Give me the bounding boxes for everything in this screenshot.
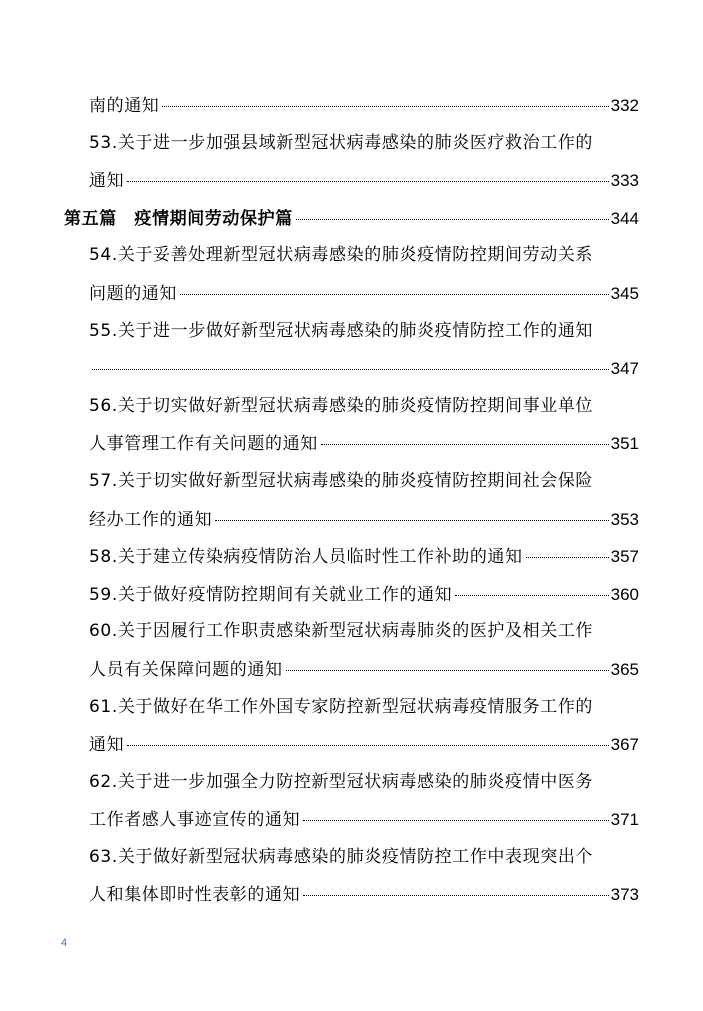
toc-entry-page-line: [89, 538, 639, 576]
toc-entry-page-line: [89, 576, 639, 614]
toc-entry-page-line: [89, 726, 639, 764]
toc-entry[interactable]: [0, 576, 703, 614]
section-title: 第五篇 疫情期间劳动保护篇: [64, 208, 293, 229]
toc-entry-page-line: [89, 87, 639, 125]
footer-page-number: 4: [61, 937, 68, 949]
toc-entry[interactable]: [0, 613, 703, 688]
toc-entry-page-line: [64, 200, 639, 238]
toc-entry-page-line: [89, 275, 639, 313]
page-number: 345: [610, 283, 639, 303]
page-number: 367: [610, 735, 639, 755]
toc-entry[interactable]: [0, 463, 703, 538]
toc-entry-page-line: [89, 876, 639, 914]
toc-entry-title-line: 62.关于进一步加强全力防控新型冠状病毒感染的肺炎疫情中医务: [89, 771, 594, 792]
toc-entry-title-end: 问题的通知: [89, 283, 177, 304]
dot-leader: [526, 557, 609, 558]
toc-entry[interactable]: [0, 87, 703, 125]
toc-entry[interactable]: [0, 764, 703, 839]
toc-entry[interactable]: [0, 313, 703, 388]
toc-entry-page-line: [89, 350, 639, 388]
toc-entry[interactable]: [0, 689, 703, 764]
toc-entry-title-end: 人员有关保障问题的通知: [89, 659, 283, 680]
page-number: 347: [610, 359, 639, 379]
toc-entry-title-end: 经办工作的通知: [89, 509, 213, 530]
toc-entry[interactable]: [0, 538, 703, 576]
toc-entry-title-end: 人和集体即时性表彰的通知: [89, 885, 301, 906]
toc-entry-page-line: [89, 162, 639, 200]
toc-entry-title-line: 57.关于切实做好新型冠状病毒感染的肺炎疫情防控期间社会保险: [89, 470, 594, 491]
toc-section[interactable]: [0, 200, 703, 238]
dot-leader: [215, 520, 608, 521]
page-number: 332: [610, 96, 639, 115]
toc-entry-title-end: 南的通知: [89, 96, 160, 116]
dot-leader: [162, 106, 608, 107]
page-number: 373: [610, 885, 639, 905]
toc-entry[interactable]: [0, 388, 703, 463]
page-number: 365: [610, 659, 639, 679]
toc-entry-title-line: 55.关于进一步做好新型冠状病毒感染的肺炎疫情防控工作的通知: [89, 320, 594, 341]
dot-leader: [286, 670, 609, 671]
page-number: 344: [610, 208, 639, 228]
toc-entry-page-line: [89, 651, 639, 689]
page-number: 357: [610, 547, 639, 567]
page-number: 333: [610, 171, 639, 191]
dot-leader: [455, 595, 608, 596]
page-number: 351: [610, 434, 639, 454]
dot-leader: [127, 181, 608, 182]
toc-entry-title-line: 63.关于做好新型冠状病毒感染的肺炎疫情防控工作中表现突出个: [89, 846, 594, 867]
dot-leader: [296, 219, 609, 220]
toc-entry-title-end: 通知: [89, 171, 125, 192]
dot-leader: [303, 895, 608, 896]
toc-entry-title-end: 人事管理工作有关问题的通知: [89, 434, 318, 455]
toc-entry-title-end: 通知: [89, 735, 125, 756]
toc-entry[interactable]: [0, 839, 703, 914]
dot-leader: [127, 745, 608, 746]
toc-entry[interactable]: [0, 237, 703, 312]
toc-entry-page-line: [89, 801, 639, 839]
dot-leader: [180, 294, 609, 295]
toc-entry-title-end: 58.关于建立传染病疫情防治人员临时性工作补助的通知: [89, 547, 523, 568]
dot-leader: [321, 444, 609, 445]
toc-entry[interactable]: [0, 125, 703, 200]
toc-entry-title-line: 54.关于妥善处理新型冠状病毒感染的肺炎疫情防控期间劳动关系: [89, 245, 594, 266]
page-number: 360: [610, 584, 639, 604]
dot-leader: [92, 369, 609, 370]
toc-entry-title-line: 56.关于切实做好新型冠状病毒感染的肺炎疫情防控期间事业单位: [89, 395, 594, 416]
dot-leader: [303, 820, 608, 821]
toc-entry-title-line: 61.关于做好在华工作外国专家防控新型冠状病毒疫情服务工作的: [89, 696, 594, 717]
page-number: 371: [610, 810, 639, 830]
toc-entry-title-end: 工作者感人事迹宣传的通知: [89, 810, 301, 831]
toc-entry-page-line: [89, 425, 639, 463]
toc-entry-title-line: 53.关于进一步加强县域新型冠状病毒感染的肺炎医疗救治工作的: [89, 132, 594, 153]
toc-entry-page-line: [89, 501, 639, 539]
table-of-contents: [0, 87, 703, 914]
toc-entry-title-end: 59.关于做好疫情防控期间有关就业工作的通知: [89, 584, 453, 605]
toc-entry-title-line: 60.关于因履行工作职责感染新型冠状病毒肺炎的医护及相关工作: [89, 621, 594, 642]
page-number: 353: [610, 509, 639, 529]
